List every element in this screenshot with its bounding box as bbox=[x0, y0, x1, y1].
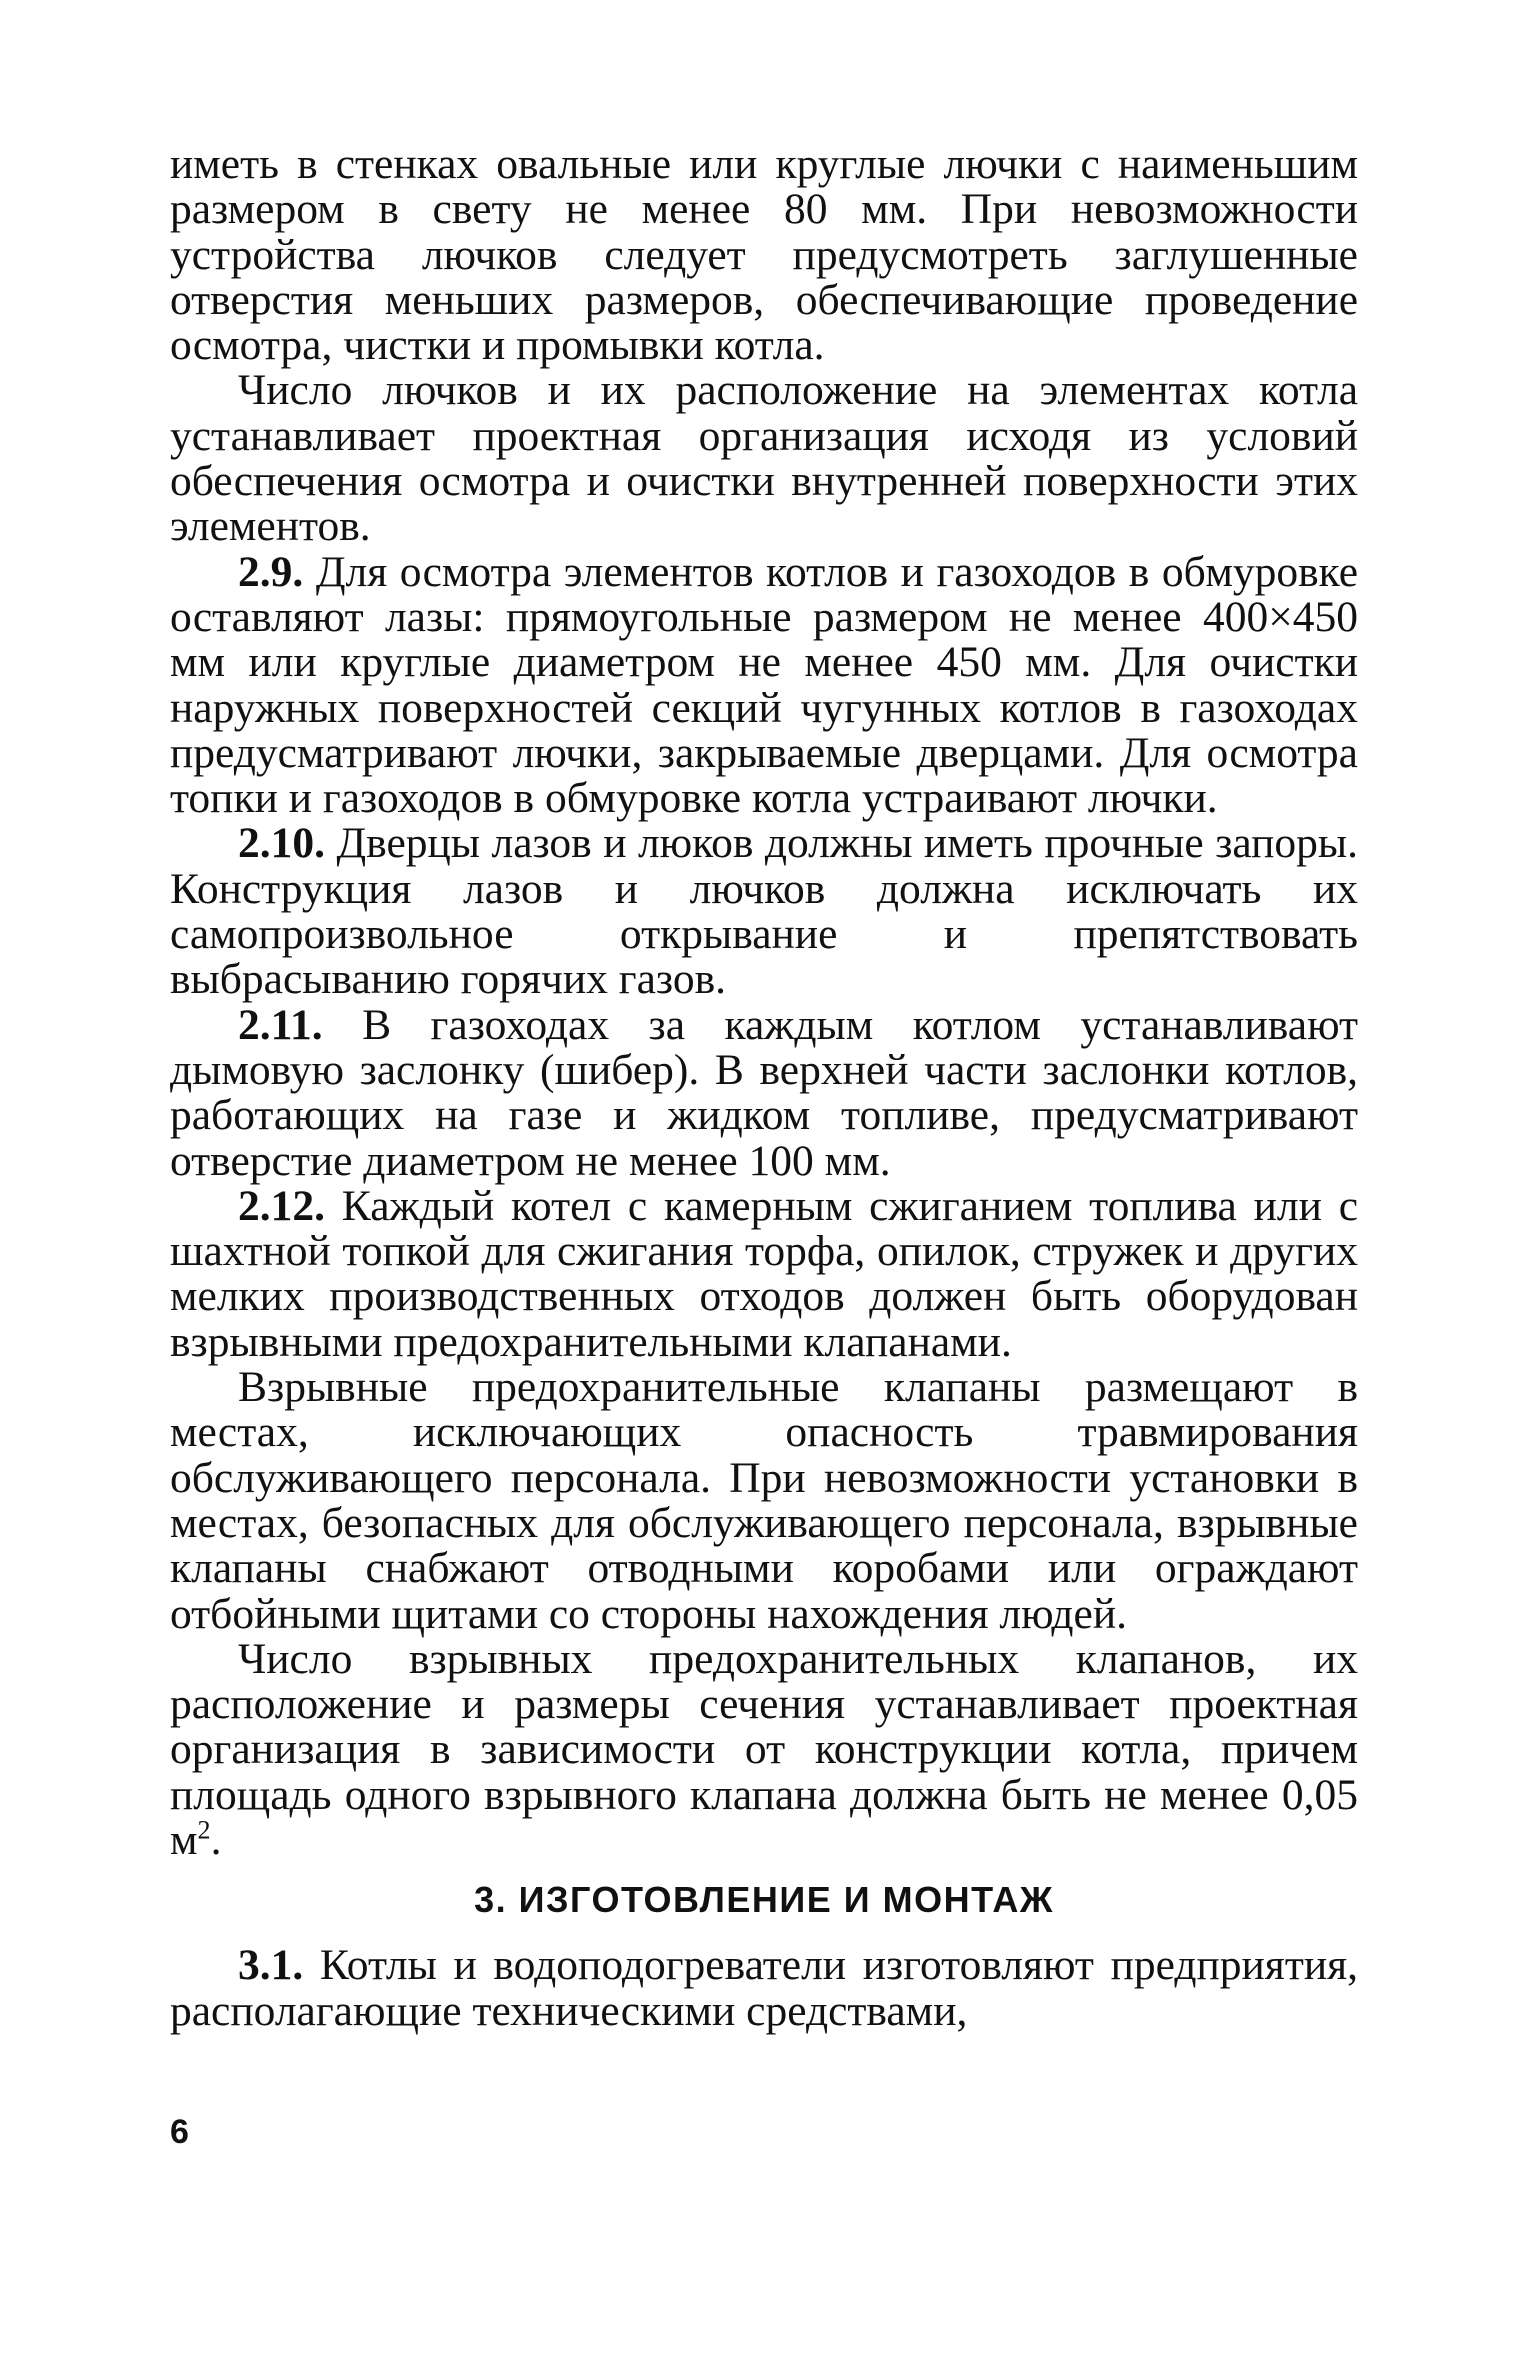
paragraph-text: Число взрывных предохранительных клапанов, их расположение и размеры сечения устанавливает проектная организация в зависимости от конструкции котла, причем площадь одного взрывного клапана должна быть не менее 0,05 м bbox=[170, 1634, 1358, 1864]
clause-2-12 bbox=[170, 1181, 1358, 1366]
clause-2-11 bbox=[170, 1000, 1358, 1185]
paragraph-text: Каждый котел с камерным сжиганием топлива или с шахтной топкой для сжигания торфа, опилок, стружек и других мелких производственных отходов должен быть оборудован взрывными предохранительными клапанами. bbox=[170, 1181, 1358, 1366]
paragraph-text: Дверцы лазов и люков должны иметь прочные запоры. Конструкция лазов и лючков должна исключать их самопроизвольное открывание и препятствовать выбрасыванию горячих газов. bbox=[170, 819, 1358, 1004]
clause-number: 3.1. bbox=[238, 1941, 304, 1990]
page-number: 6 bbox=[170, 2113, 189, 2151]
clause-number: 2.10. bbox=[238, 819, 325, 868]
paragraph bbox=[170, 368, 1358, 549]
paragraph-text: В газоходах за каждым котлом устанавливают дымовую заслонку (шибер). В верхней части заслонки котлов, работающих на газе и жидком топливе, предусматривают отверстие диаметром не менее 100 мм. bbox=[170, 1000, 1358, 1185]
clause-2-10 bbox=[170, 821, 1358, 1002]
paragraph-text: Взрывные предохранительные клапаны размещают в местах, исключающих опасность травмирования обслуживающего персонала. При невозможности установки в местах, безопасных для обслуживающего персонала, взрывные клапаны снабжают отводными коробами или ограждают отбойными щитами со стороны нахождения людей. bbox=[170, 1363, 1358, 1638]
clause-3-1 bbox=[170, 1943, 1358, 2034]
paragraph bbox=[170, 1365, 1358, 1637]
paragraph-text: Котлы и водоподогреватели изготовляют предприятия, располагающие техническими средствами, bbox=[170, 1941, 1358, 2035]
paragraph-continued bbox=[170, 142, 1358, 368]
section-heading: 3. ИЗГОТОВЛЕНИЕ И МОНТАЖ bbox=[474, 1879, 1054, 1921]
clause-number: 2.9. bbox=[238, 547, 304, 596]
text-block bbox=[170, 142, 1358, 2034]
paragraph-text: иметь в стенках овальные или круглые лючки с наименьшим размером в свету не менее 80 мм. При невозможности устройства лючков следует предусмотреть заглушенные отверстия меньших размеров, обеспечивающие проведение осмотра, чистки и промывки котла. bbox=[170, 140, 1358, 370]
clause-2-9 bbox=[170, 547, 1358, 823]
paragraph-text: Число лючков и их расположение на элементах котла устанавливает проектная организация исходя из условий обеспечения осмотра и очистки внутренней поверхности этих элементов. bbox=[170, 366, 1358, 551]
clause-number: 2.11. bbox=[238, 1000, 323, 1049]
paragraph-text: Для осмотра элементов котлов и газоходов в обмуровке оставляют лазы: прямоугольные размером не менее 400×450 мм или круглые диаметром не менее 450 мм. Для очистки наружных поверхностей секций чугунных котлов в газоходах предусматривают лючки, закрываемые дверцами. Для осмотра топки и газоходов в обмуровке котла устраивают лючки. bbox=[170, 547, 1358, 823]
clause-number: 2.12. bbox=[238, 1181, 325, 1230]
superscript: 2 bbox=[197, 1815, 211, 1845]
paragraph-tail: . bbox=[210, 1815, 222, 1864]
paragraph bbox=[170, 1634, 1358, 1864]
